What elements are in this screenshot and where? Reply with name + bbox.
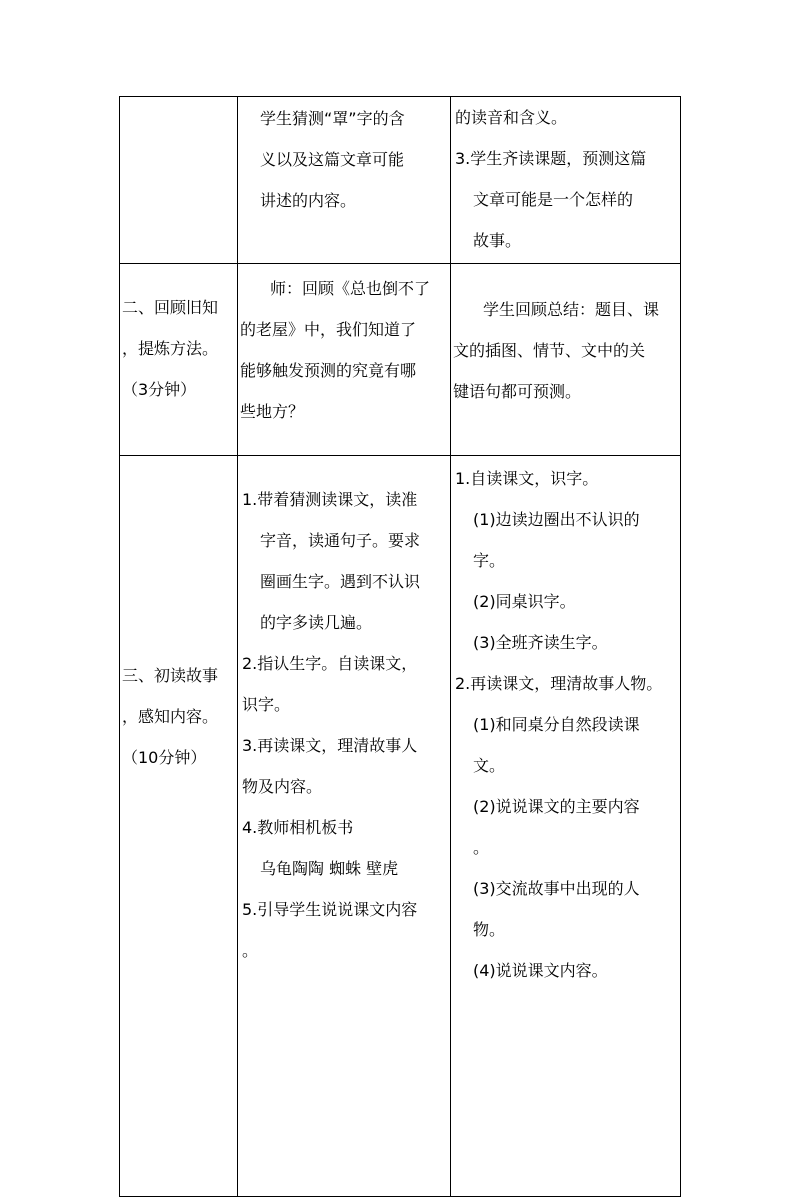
text-line: 。 bbox=[242, 941, 259, 960]
student-activity-cell bbox=[451, 97, 681, 264]
lesson-plan-table bbox=[119, 96, 681, 1197]
text-line: 学生猜测“罩”字的含 bbox=[260, 109, 405, 128]
text-line: 5.引导学生说说课文内容 bbox=[242, 900, 418, 919]
text-line: (3)全班齐读生字。 bbox=[473, 633, 608, 652]
text-line: 的老屋》中，我们知道了 bbox=[240, 320, 417, 339]
stage-title: ，提炼方法。 bbox=[122, 339, 219, 358]
text-line: 识字。 bbox=[242, 695, 291, 714]
text-line: 1.自读课文，识字。 bbox=[455, 469, 599, 488]
table-row bbox=[120, 456, 681, 1197]
stage-duration: （10分钟） bbox=[122, 748, 207, 767]
stage-cell bbox=[120, 456, 238, 1197]
text-line: (1)边读边圈出不认识的 bbox=[473, 510, 640, 529]
text-line: 的读音和含义。 bbox=[455, 108, 568, 127]
text-line: 2.指认生字。自读课文， bbox=[242, 654, 418, 673]
text-line: 圈画生字。遇到不认识 bbox=[260, 572, 421, 591]
student-activity-cell bbox=[451, 456, 681, 1197]
text-line: 1.带着猜测读课文，读准 bbox=[242, 490, 418, 509]
stage-title: ，感知内容。 bbox=[122, 707, 219, 726]
teacher-activity-cell bbox=[238, 97, 451, 264]
text-line: 义以及这篇文章可能 bbox=[260, 150, 405, 169]
board-writing: 乌龟陶陶 蜘蛛 壁虎 bbox=[260, 859, 399, 878]
text-line: 文。 bbox=[473, 756, 506, 775]
text-line: 2.再读课文，理清故事人物。 bbox=[455, 674, 663, 693]
text-line: 讲述的内容。 bbox=[260, 191, 357, 210]
text-line: (2)同桌识字。 bbox=[473, 592, 576, 611]
text-line: 故事。 bbox=[473, 231, 522, 250]
text-line: 些地方？ bbox=[240, 402, 305, 421]
text-line: 4.教师相机板书 bbox=[242, 818, 354, 837]
teacher-activity-cell bbox=[238, 456, 451, 1197]
text-line: 物。 bbox=[473, 920, 506, 939]
text-line: 能够触发预测的究竟有哪 bbox=[240, 361, 417, 380]
stage-duration: （3分钟） bbox=[122, 380, 197, 399]
text-line: 字音，读通句子。要求 bbox=[260, 531, 421, 550]
text-line: 文章可能是一个怎样的 bbox=[473, 190, 634, 209]
text-line: 学生回顾总结：题目、课 bbox=[483, 300, 660, 319]
stage-title: 三、初读故事 bbox=[122, 666, 219, 685]
text-line: 师：回顾《总也倒不了 bbox=[270, 279, 431, 298]
text-line: 键语句都可预测。 bbox=[453, 382, 582, 401]
stage-cell bbox=[120, 97, 238, 264]
text-line: 3.再读课文，理清故事人 bbox=[242, 736, 418, 755]
stage-cell bbox=[120, 264, 238, 456]
text-line: (1)和同桌分自然段读课 bbox=[473, 715, 640, 734]
text-line: 。 bbox=[473, 838, 490, 857]
table-row bbox=[120, 264, 681, 456]
stage-title: 二、回顾旧知 bbox=[122, 298, 219, 317]
text-line: (4)说说课文内容。 bbox=[473, 961, 608, 980]
text-line: (2)说说课文的主要内容 bbox=[473, 797, 640, 816]
text-line: (3)交流故事中出现的人 bbox=[473, 879, 640, 898]
text-line: 字。 bbox=[473, 551, 506, 570]
student-activity-cell bbox=[451, 264, 681, 456]
text-line: 的字多读几遍。 bbox=[260, 613, 373, 632]
text-line: 3.学生齐读课题，预测这篇 bbox=[455, 149, 647, 168]
teacher-activity-cell bbox=[238, 264, 451, 456]
text-line: 文的插图、情节、文中的关 bbox=[453, 341, 646, 360]
table-row bbox=[120, 97, 681, 264]
text-line: 物及内容。 bbox=[242, 777, 323, 796]
